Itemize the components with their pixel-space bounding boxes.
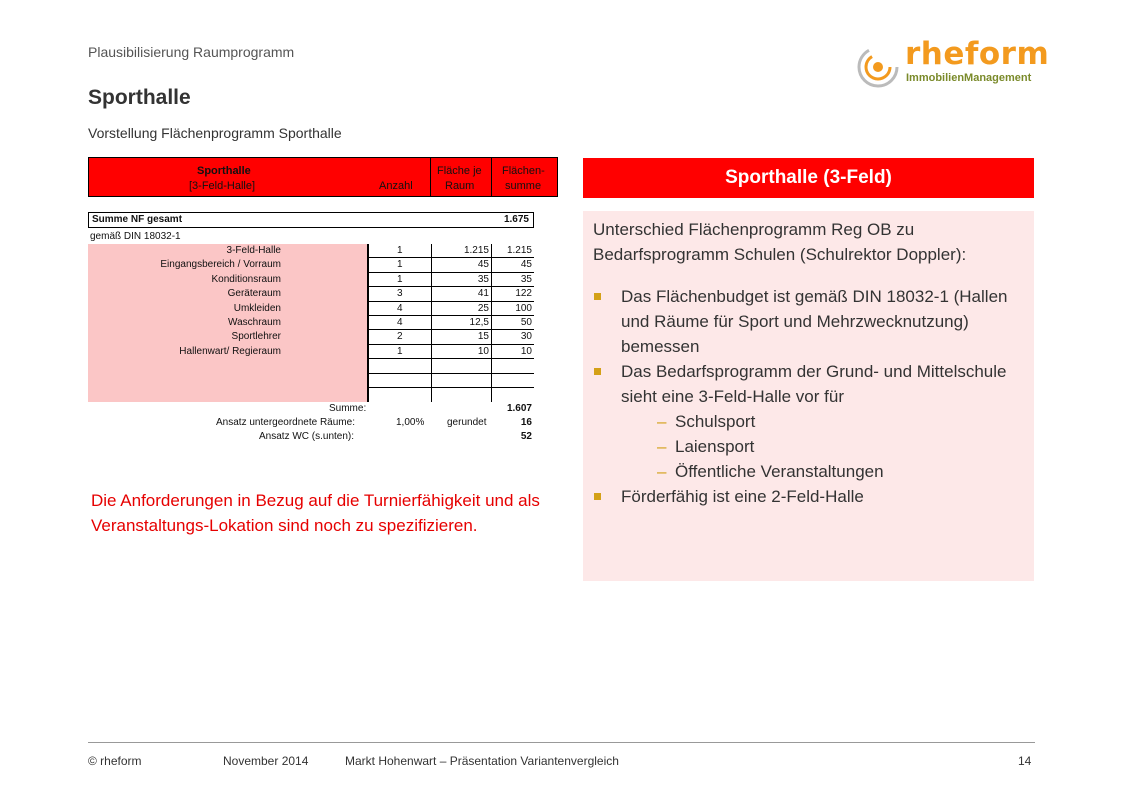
wc-label: Ansatz WC (s.unten): xyxy=(259,431,355,442)
table-row xyxy=(88,273,534,287)
footer-project: Markt Hohenwart – Präsentation Variantenvergleich xyxy=(345,754,619,768)
header-summe-2: summe xyxy=(505,180,542,192)
bullet-text: Das Bedarfsprogramm der Grund- und Mittelschule sieht eine 3-Feld-Halle vor für xyxy=(621,362,1007,406)
summe-label: Summe: xyxy=(329,403,367,414)
row-flaeche: 10 xyxy=(431,345,491,359)
row-name: Sportlehrer xyxy=(88,330,367,344)
panel-body xyxy=(583,211,1034,581)
wc-value: 52 xyxy=(520,431,532,442)
panel-intro: Unterschied Flächenprogramm Reg OB zu Bedarfsprogramm Schulen (Schulrektor Doppler): xyxy=(593,220,967,264)
table-row xyxy=(88,302,534,316)
bullet-item xyxy=(593,484,1024,509)
row-name: Konditionsraum xyxy=(88,273,367,287)
header-anzahl: Anzahl xyxy=(379,180,413,192)
table-row xyxy=(88,287,534,301)
logo-swirl-icon xyxy=(855,44,901,90)
row-anzahl: 3 xyxy=(367,287,431,301)
table-row xyxy=(88,258,534,272)
table-body xyxy=(88,244,534,402)
bullet-square-icon xyxy=(594,493,601,500)
table-header xyxy=(88,157,558,197)
ansatz-gerundet: gerundet xyxy=(447,417,487,428)
bullet-square-icon xyxy=(594,293,601,300)
row-anzahl: 1 xyxy=(367,258,431,272)
logo-tagline: ImmobilienManagement xyxy=(906,72,1032,84)
footer-date: November 2014 xyxy=(223,754,309,768)
row-anzahl: 1 xyxy=(367,273,431,287)
header-title: Sporthalle xyxy=(197,165,251,177)
requirements-note: Die Anforderungen in Bezug auf die Turnierfähigkeit und als Veranstaltungs-Lokation sind noch zu spezifizieren. xyxy=(91,491,540,535)
ansatz-label: Ansatz untergeordnete Räume: xyxy=(216,417,355,428)
row-summe: 45 xyxy=(491,258,534,272)
ansatz-percent: 1,00% xyxy=(396,417,425,428)
sub-bullet-item xyxy=(593,459,1024,484)
row-name: Hallenwart/ Regieraum xyxy=(88,345,367,359)
row-flaeche: 45 xyxy=(431,258,491,272)
row-anzahl: 4 xyxy=(367,316,431,330)
kicker: Plausibilisierung Raumprogramm xyxy=(88,44,295,60)
row-summe: 122 xyxy=(491,287,534,301)
din-label: gemäß DIN 18032-1 xyxy=(90,231,181,242)
row-flaeche: 25 xyxy=(431,302,491,316)
bullet-item xyxy=(593,359,1024,409)
row-anzahl: 4 xyxy=(367,302,431,316)
footer-divider xyxy=(88,742,1035,743)
row-summe: 1.215 xyxy=(491,244,534,258)
bullet-item xyxy=(593,284,1024,359)
row-name: 3-Feld-Halle xyxy=(88,244,367,258)
row-summe: 30 xyxy=(491,330,534,344)
footer-page-number: 14 xyxy=(1018,754,1032,768)
table-row xyxy=(88,330,534,344)
row-name: Umkleiden xyxy=(88,302,367,316)
row-flaeche: 12,5 xyxy=(431,316,491,330)
sub-bullet-text: Laiensport xyxy=(675,437,755,456)
page-title: Sporthalle xyxy=(88,86,191,109)
sum-total-row xyxy=(88,212,534,228)
sum-total-label: Summe NF gesamt xyxy=(92,214,183,225)
sub-bullet-item xyxy=(593,434,1024,459)
sub-bullet-text: Schulsport xyxy=(675,412,756,431)
row-summe: 100 xyxy=(491,302,534,316)
ansatz-value: 16 xyxy=(520,417,532,428)
row-flaeche: 15 xyxy=(431,330,491,344)
sub-bullet-item xyxy=(593,409,1024,434)
row-anzahl: 2 xyxy=(367,330,431,344)
table-row xyxy=(88,345,534,359)
row-anzahl: 1 xyxy=(367,244,431,258)
row-name: Waschraum xyxy=(88,316,367,330)
row-name: Eingangsbereich / Vorraum xyxy=(88,258,367,272)
table-row xyxy=(88,316,534,330)
sum-total-value: 1.675 xyxy=(503,214,529,225)
dash-icon: – xyxy=(657,462,667,481)
summe-value: 1.607 xyxy=(506,403,532,414)
table-row xyxy=(88,244,534,258)
footer-copyright: © rheform xyxy=(88,754,142,768)
row-summe: 35 xyxy=(491,273,534,287)
table-row-empty xyxy=(88,374,534,388)
row-anzahl: 1 xyxy=(367,345,431,359)
table-row-empty xyxy=(88,359,534,373)
header-flaeche-1: Fläche je xyxy=(437,165,482,177)
rheform-logo xyxy=(855,36,1050,92)
sub-bullet-text: Öffentliche Veranstaltungen xyxy=(675,462,884,481)
header-subtitle: [3-Feld-Halle] xyxy=(189,180,256,192)
bullet-text: Förderfähig ist eine 2-Feld-Halle xyxy=(621,487,864,506)
row-summe: 10 xyxy=(491,345,534,359)
header-flaeche-2: Raum xyxy=(445,180,475,192)
row-name: Geräteraum xyxy=(88,287,367,301)
dash-icon: – xyxy=(657,437,667,456)
row-summe: 50 xyxy=(491,316,534,330)
dash-icon: – xyxy=(657,412,667,431)
row-flaeche: 35 xyxy=(431,273,491,287)
bullet-text: Das Flächenbudget ist gemäß DIN 18032-1 (Hallen und Räume für Sport und Mehrzwecknutzung) bemessen xyxy=(621,287,1008,356)
logo-word: rheform xyxy=(905,36,1050,72)
panel-banner: Sporthalle (3-Feld) xyxy=(583,158,1034,198)
row-flaeche: 1.215 xyxy=(431,244,491,258)
header-summe-1: Flächen- xyxy=(502,165,545,177)
page-subtitle: Vorstellung Flächenprogramm Sporthalle xyxy=(88,125,342,141)
table-row-empty xyxy=(88,388,534,402)
row-flaeche: 41 xyxy=(431,287,491,301)
bullet-square-icon xyxy=(594,368,601,375)
